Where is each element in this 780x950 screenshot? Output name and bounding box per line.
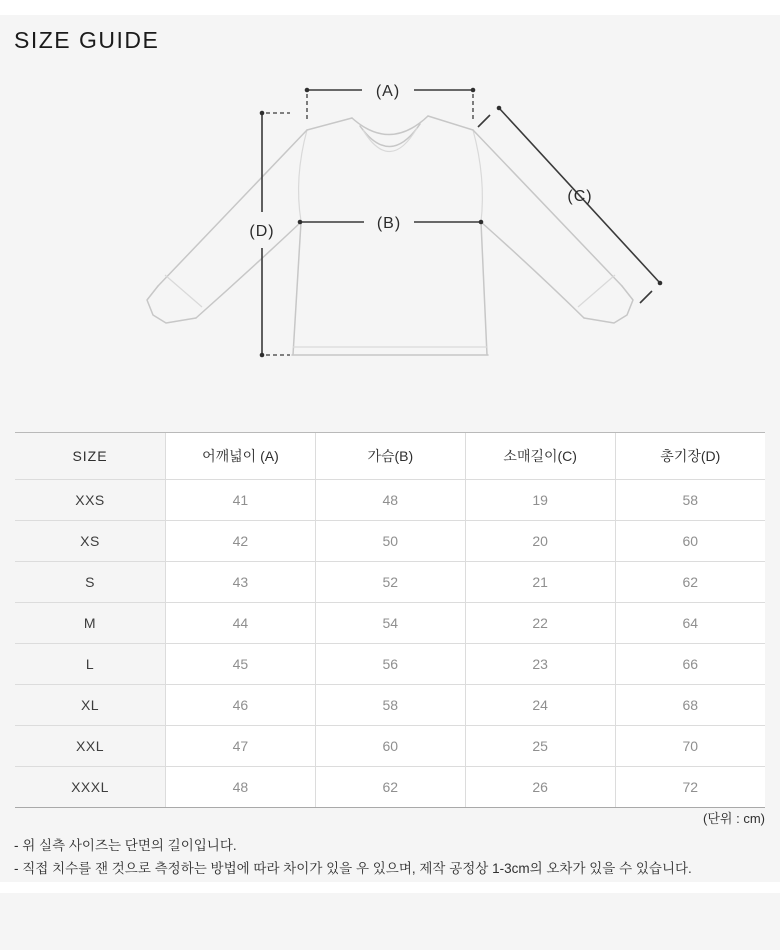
measure-D (249, 111, 290, 358)
value-cell: 47 (166, 726, 316, 767)
value-cell: 56 (315, 644, 465, 685)
value-cell: 58 (315, 685, 465, 726)
value-cell: 45 (166, 644, 316, 685)
footnote-measure-basis: - 위 실측 사이즈는 단면의 길이입니다. (14, 838, 237, 853)
value-cell: 68 (615, 685, 765, 726)
size-cell: M (15, 603, 166, 644)
garment-measurement-diagram (130, 68, 670, 408)
measure-C (478, 106, 662, 303)
label-D: (D) (249, 223, 275, 240)
column-header-chest: 가슴(B) (315, 433, 465, 480)
size-table (15, 432, 765, 808)
table-row (15, 521, 765, 562)
value-cell: 70 (615, 726, 765, 767)
label-B: (B) (376, 215, 402, 232)
value-cell: 62 (615, 562, 765, 603)
value-cell: 24 (465, 685, 615, 726)
value-cell: 64 (615, 603, 765, 644)
sweatshirt-outline-icon (147, 116, 633, 355)
next-section-strip (0, 893, 780, 950)
table-row (15, 644, 765, 685)
value-cell: 52 (315, 562, 465, 603)
value-cell: 50 (315, 521, 465, 562)
size-cell: S (15, 562, 166, 603)
value-cell: 72 (615, 767, 765, 808)
value-cell: 58 (615, 480, 765, 521)
table-row (15, 726, 765, 767)
table-row (15, 480, 765, 521)
size-cell: XXS (15, 480, 166, 521)
value-cell: 43 (166, 562, 316, 603)
value-cell: 54 (315, 603, 465, 644)
size-cell: XXL (15, 726, 166, 767)
value-cell: 66 (615, 644, 765, 685)
label-C: (C) (567, 188, 593, 205)
table-row (15, 685, 765, 726)
footnote-tolerance: - 직접 치수를 잰 것으로 측정하는 방법에 따라 차이가 있을 우 있으며, 제작 공정상 1-3cm의 오차가 있을 수 있습니다. (14, 861, 692, 876)
value-cell: 22 (465, 603, 615, 644)
size-cell: XL (15, 685, 166, 726)
value-cell: 23 (465, 644, 615, 685)
value-cell: 41 (166, 480, 316, 521)
table-row (15, 767, 765, 808)
value-cell: 25 (465, 726, 615, 767)
page-title: SIZE GUIDE (14, 27, 160, 53)
table-header-row (15, 433, 765, 480)
value-cell: 60 (615, 521, 765, 562)
column-header-sleeve: 소매길이(C) (465, 433, 615, 480)
value-cell: 21 (465, 562, 615, 603)
value-cell: 26 (465, 767, 615, 808)
value-cell: 20 (465, 521, 615, 562)
value-cell: 42 (166, 521, 316, 562)
table-row (15, 562, 765, 603)
measure-B (298, 215, 484, 232)
label-A: (A) (375, 83, 401, 100)
value-cell: 19 (465, 480, 615, 521)
size-cell: XXXL (15, 767, 166, 808)
value-cell: 62 (315, 767, 465, 808)
value-cell: 44 (166, 603, 316, 644)
table-row (15, 603, 765, 644)
size-cell: XS (15, 521, 166, 562)
column-header-size: SIZE (15, 433, 166, 480)
column-header-length: 총기장(D) (615, 433, 765, 480)
value-cell: 48 (166, 767, 316, 808)
measure-A (305, 83, 476, 122)
column-header-shoulder: 어깨넓이 (A) (166, 433, 316, 480)
value-cell: 60 (315, 726, 465, 767)
value-cell: 48 (315, 480, 465, 521)
value-cell: 46 (166, 685, 316, 726)
size-cell: L (15, 644, 166, 685)
unit-note: (단위 : cm) (703, 811, 765, 826)
